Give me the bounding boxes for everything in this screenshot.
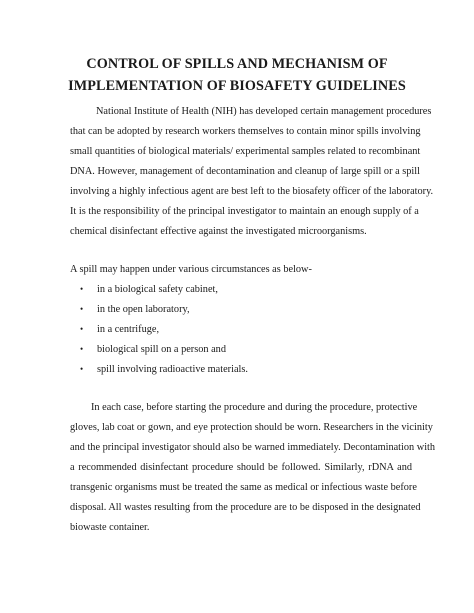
document-title-line-1: CONTROL OF SPILLS AND MECHANISM OF bbox=[86, 56, 388, 72]
document-title-line-2: IMPLEMENTATION OF BIOSAFETY GUIDELINES bbox=[68, 78, 406, 94]
paragraph-1-line-5: involving a highly infectious agent are best left to the biosafety officer of the laboratory. bbox=[70, 186, 434, 197]
bullet-icon: • bbox=[80, 284, 84, 294]
paragraph-1-line-4: DNA. However, management of decontamination and cleanup of large spill or a spill bbox=[70, 166, 420, 177]
list-item-text: in a centrifuge, bbox=[97, 324, 160, 335]
list-item-text: in a biological safety cabinet, bbox=[97, 284, 218, 295]
paragraph-2-line-2: gloves, lab coat or gown, and eye protection should be worn. Researchers in the vicinity bbox=[70, 422, 433, 433]
bullet-icon: • bbox=[80, 344, 84, 354]
paragraph-1-line-2: that can be adopted by research workers themselves to contain minor spills involving bbox=[70, 126, 421, 137]
paragraph-2-line-3: and the principal investigator should also be warned immediately. Decontamination with bbox=[70, 442, 436, 453]
bullet-icon: • bbox=[80, 364, 84, 374]
paragraph-2-line-5: transgenic organisms must be treated the same as medical or infectious waste before bbox=[70, 482, 417, 493]
list-item-text: spill involving radioactive materials. bbox=[97, 364, 248, 375]
paragraph-1-line-3: small quantities of biological materials/ experimental samples related to recombinant bbox=[70, 146, 421, 157]
list-intro: A spill may happen under various circumstances as below- bbox=[70, 264, 312, 275]
paragraph-2-line-6: disposal. All wastes resulting from the procedure are to be disposed in the designated bbox=[70, 502, 421, 513]
paragraph-2-line-7: biowaste container. bbox=[70, 522, 150, 533]
paragraph-2-line-4: a recommended disinfectant procedure should be followed. Similarly, rDNA and bbox=[70, 462, 412, 473]
bullet-icon: • bbox=[80, 324, 84, 334]
list-item-text: in the open laboratory, bbox=[97, 304, 190, 315]
list-item-text: biological spill on a person and bbox=[97, 344, 226, 355]
bullet-icon: • bbox=[80, 304, 84, 314]
paragraph-1-line-7: chemical disinfectant effective against the investigated microorganisms. bbox=[70, 226, 367, 237]
paragraph-2-line-1: In each case, before starting the procedure and during the procedure, protective bbox=[91, 402, 418, 413]
paragraph-1-line-6: It is the responsibility of the principal investigator to maintain an enough supply of a bbox=[70, 206, 419, 217]
paragraph-1-line-1: National Institute of Health (NIH) has developed certain management procedures bbox=[96, 106, 432, 117]
